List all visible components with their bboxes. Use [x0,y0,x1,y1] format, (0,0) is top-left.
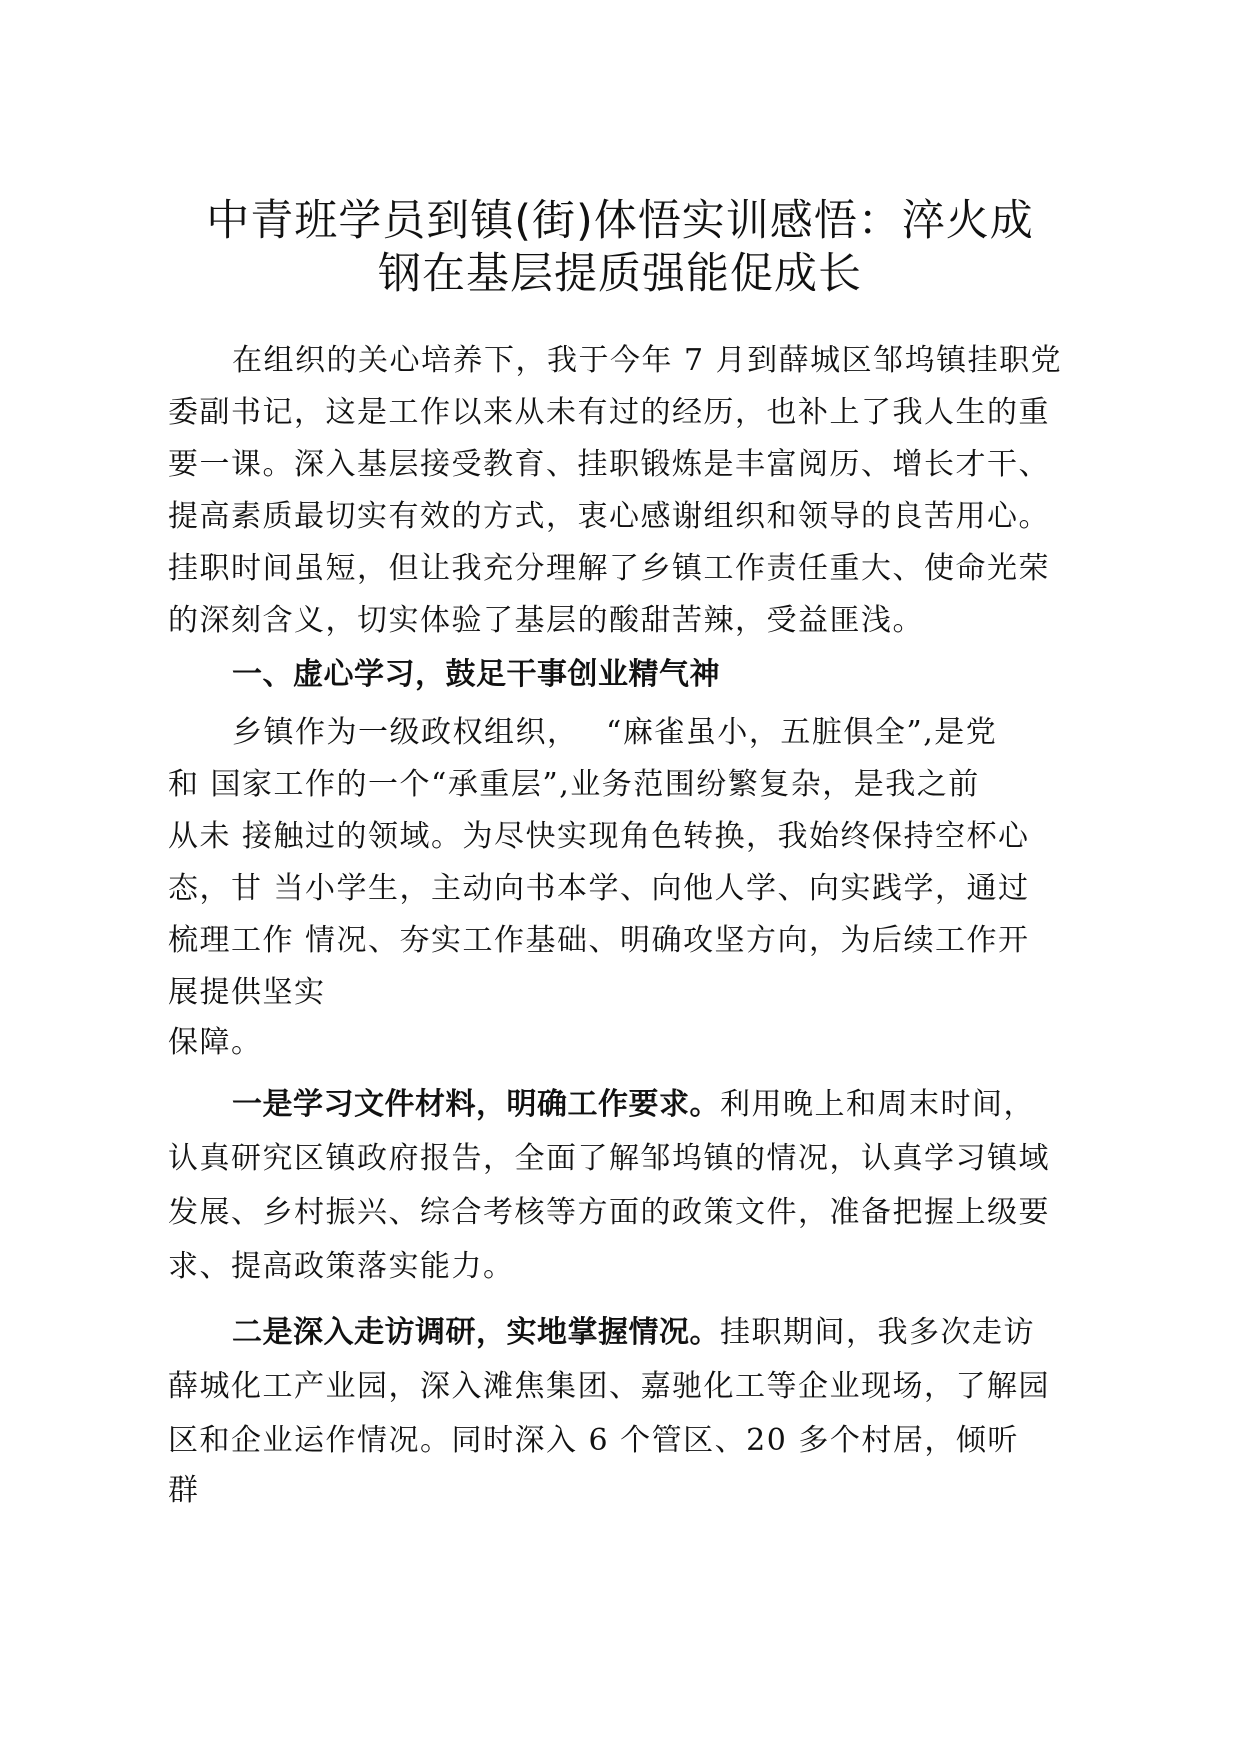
point-line: 区和企业运作情况。同时深入 6 个管区、20 多个村居，倾听 [168,1423,1019,1458]
section-body-line: 态，甘 当小学生，主动向书本学、向他人学、向实践学，通过 [168,871,1030,906]
intro-line: 要一课。深入基层接受教育、挂职锻炼是丰富阅历、增长才干、 [168,447,1050,482]
point-line: 认真研究区镇政府报告，全面了解邹坞镇的情况，认真学习镇域 [168,1141,1050,1176]
point-line: 发展、乡村振兴、综合考核等方面的政策文件，准备把握上级要 [168,1195,1050,1230]
intro-line: 的深刻含义，切实体验了基层的酸甜苦辣，受益匪浅。 [168,603,924,638]
point-line: 薛城化工产业园，深入滩焦集团、嘉驰化工等企业现场，了解园 [168,1369,1050,1404]
point-text: 挂职期间，我多次走访 [720,1315,1035,1350]
section-body-line: 展提供坚实 [168,975,326,1010]
point-line: 群 [168,1473,200,1508]
point-text: 利用晚上和周末时间， [720,1087,1035,1122]
document-title-line-2: 钢在基层提质强能促成长 [378,249,862,299]
point-paragraph-first-line [232,1315,1035,1350]
point-lead: 二是深入走访调研，实地掌握情况。 [232,1315,720,1350]
point-paragraph-first-line [232,1087,1035,1122]
section-heading: 一、虚心学习，鼓足干事创业精气神 [232,657,720,692]
section-body-line: 保障。 [168,1025,263,1060]
section-body-line: 梳理工作 情况、夯实工作基础、明确攻坚方向，为后续工作开 [168,923,1030,958]
point-line: 求、提高政策落实能力。 [168,1249,515,1284]
intro-line: 提高素质最切实有效的方式，衷心感谢组织和领导的良苦用心。 [168,499,1050,534]
intro-line: 在组织的关心培养下，我于今年 7 月到薛城区邹坞镇挂职党 [232,343,1063,378]
section-body-line: 乡镇作为一级政权组织， “麻雀虽小，五脏俱全”,是党 [232,715,998,750]
document-title-line-1: 中青班学员到镇(街)体悟实训感悟：淬火成 [206,196,1034,246]
intro-line: 挂职时间虽短，但让我充分理解了乡镇工作责任重大、使命光荣 [168,551,1050,586]
point-lead: 一是学习文件材料，明确工作要求。 [232,1087,720,1122]
section-body-line: 和 国家工作的一个“承重层”,业务范围纷繁复杂，是我之前 [168,767,980,802]
section-body-line: 从未 接触过的领域。为尽快实现角色转换，我始终保持空杯心 [168,819,1030,854]
intro-line: 委副书记，这是工作以来从未有过的经历，也补上了我人生的重 [168,395,1050,430]
